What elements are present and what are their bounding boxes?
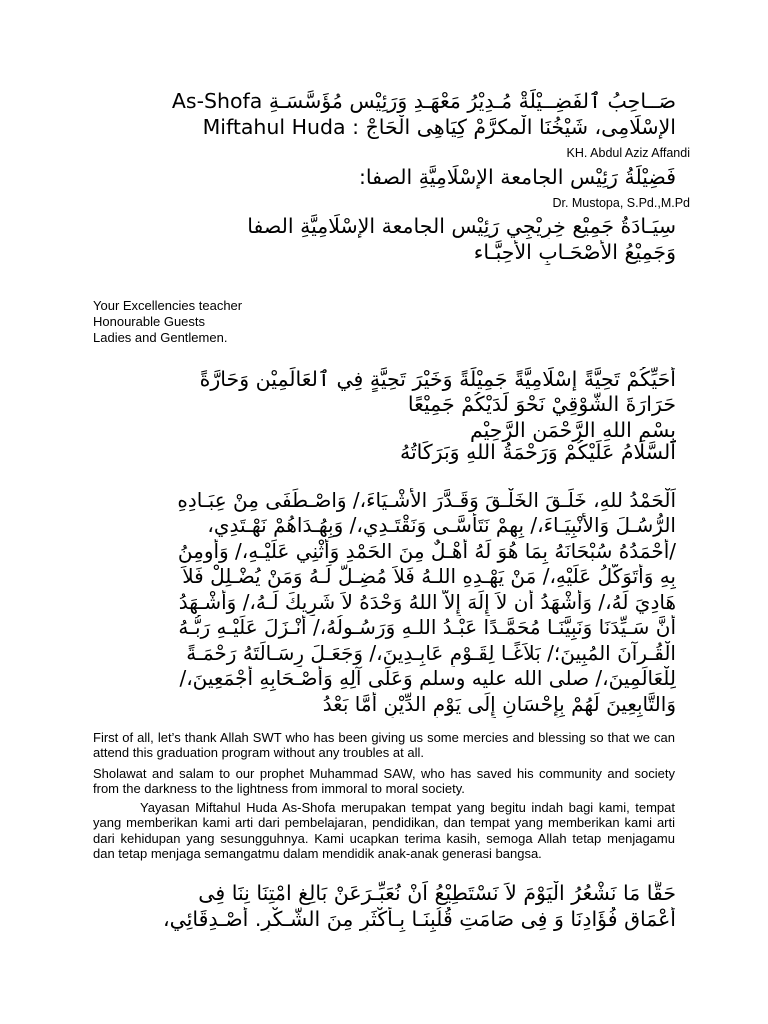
name-rector: Dr. Mustopa, S.Pd.,M.Pd xyxy=(552,196,690,210)
muqaddimah-line: /أَحْمَدُهُ سُبْحَانَهُ بِمَا هُوَ لَهُ أَهْـلٌ مِنَ الحَمْدِ وَأُثْنِي عَلَيْـهِ،/ وَأُومِنُ xyxy=(177,539,676,563)
arabic-greeting-line: أُحَيِّكُمْ تَحِيَّةً إِسْلَامِيَّةً جَمِيْلَةً وَخَيْرَ تَحِيَّةٍ فِي ٱلعَالَمِيْن وَحَارَّةً xyxy=(199,367,676,391)
muqaddimah-line: أَنَّ سَـيِّدَنَا وَنَبِيَّنَـا مُحَمَّـدًا عَبْـدُ اللـهِ وَرَسُـولُهُ،/ أَنْـزَلَ عَلَيْـهِ رَبُّـهُ xyxy=(178,615,676,639)
honorific-line-foundation: الإسْلَامِى، شَيْخُنَا الْمكرَّمْ كِيَاهِى الْحَاجْ : Miftahul Huda xyxy=(202,115,676,139)
muqaddimah-line: الرُّسُـلَ وَالأَنْبِيَـاءَ،/ بِهِمْ نَتَأَسَّـى وَنَقْتَـدِي،/ وَبِهُـدَاهُمْ نَهْـتَدِي، xyxy=(207,513,676,537)
closing-arabic-line: أَعْمَاقِ فُؤَادِنَا وَ فِى صَامَتِ قُلُبِنَـا بِـأَكْثَرِ مِنَ الشُّـكْرِ. أَصْـدِقَائِي، xyxy=(162,907,676,931)
muqaddimah-line: اَلْحَمْدُ للهِ، خَلَـقَ الخَلْـقَ وَقَـدَّرَ الأَشْـيَاءَ،/ وَاصْـطَفَى مِنْ عِبَـادِهِ xyxy=(177,488,676,512)
paragraph-foundation: Yayasan Miftahul Huda As-Shofa merupakan tempat yang begitu indah bagi kami, tempat yang memberikan kami arti dari pembelajaran, pendidikan, dan tempat yang memberikan kami arti dari kehidupan yang sesungguhnya. Kami ucapkan terima kasih, semoga Allah tetap menjagamu dan tetap menjaga semangatmu dalam mendidik anak-anak generasi bangsa. xyxy=(93,800,675,862)
arabic-greeting-line: حَرَارَةَ الشُّوْقِيْ نَحْوَ لَدَيْكُمْ جَمِيْعًا xyxy=(407,392,676,416)
salam-line: اَلسَّلَامُ عَلَيْكُمْ وَرَحْمَةُ اللهِ وَبَرَكَاتُهُ xyxy=(399,440,676,464)
muqaddimah-line: وَالتَّابِعِينَ لَهُمْ بِإِحْسَانٍ إِلَى يَوْمِ الدِّيْنِ أَمَّا بَعْدُ xyxy=(322,692,676,716)
honorific-line-graduates: سِيَـادَةُ جَمِيْعِ خِرِيْجِي رَئِيْسِ الجامعة الإِسْلَامِيَّةِ الصفا xyxy=(247,214,676,238)
paragraph-sholawat: Sholawat and salam to our prophet Muhammad SAW, who has saved his community and society from the darkness to the lightness from immoral to moral society. xyxy=(93,766,675,797)
salutation-line: Honourable Guests xyxy=(93,314,206,329)
name-director: KH. Abdul Aziz Affandi xyxy=(566,146,690,160)
muqaddimah-line: بِهِ وَأَتَوَكَّلُ عَلَيْهِ،/ مَنْ يَهْـدِهِ اللـهُ فَلاَ مُضِـلَّ لَـهُ وَمَنْ يُضْـلِلْ فَلاَ xyxy=(182,564,676,588)
honorific-line-rector: فَضِيْلَةُ رَئِيْسِ الجامعة الإِسْلَامِيَّةِ الصفا: xyxy=(358,165,676,189)
honorific-line-director: صَــاحِبُ ٱلفَضِــيْلَةْ مُـدِيْرُ مَعْهَـدِ وَرَئِيْسِ مُؤَسَّسَـةِ As-Shofa xyxy=(171,89,676,113)
salutation-line: Your Excellencies teacher xyxy=(93,298,243,313)
honorific-line-friends: وَجَمِيْعُ الأَصْحَـابِ الأَحِبَّـاء xyxy=(473,240,676,264)
paragraph-gratitude: First of all, let’s thank Allah SWT who has been giving us some mercies and blessing so that we can attend this graduation program without any troubles at all. xyxy=(93,730,675,761)
basmalah-line: بِسْمِ اللهِ الرَّحْمَنِ الرَّحِيْمِ xyxy=(469,418,676,442)
muqaddimah-line: الْقُـرآنَ المُبِينَ؛/ بَلاَغًـا لِقَـوْمٍ عَابِـدِينَ،/ وَجَعَـلَ رِسَـالَتَهُ رَحْمَـةً xyxy=(186,641,676,665)
salutation-line: Ladies and Gentlemen. xyxy=(93,330,228,345)
muqaddimah-line: هَادِيَ لَهُ،/ وَأَشْهَدُ أَن لاَ إِلَهَ إِلاَّ اللهُ وَحْدَهُ لاَ شَرِيكَ لَـهُ،/ وَأَشْـهَدُ xyxy=(178,590,676,614)
muqaddimah-line: لِلْعَالَمِينَ،/ صلى الله عليه وسلم وَعَلَى آلِهِ وَأَصْـحَابِهِ أَجْمَعِينَ،/ xyxy=(179,666,676,690)
closing-arabic-line: حَقًّا مَا نَشْعُرُ الْيَوْمَ لاَ نَسْتَطِيْعُ اَنْ نُعَبِّـرَعَنْ بَالِغِ امْتِنَا نِنَا فِى xyxy=(198,881,676,905)
